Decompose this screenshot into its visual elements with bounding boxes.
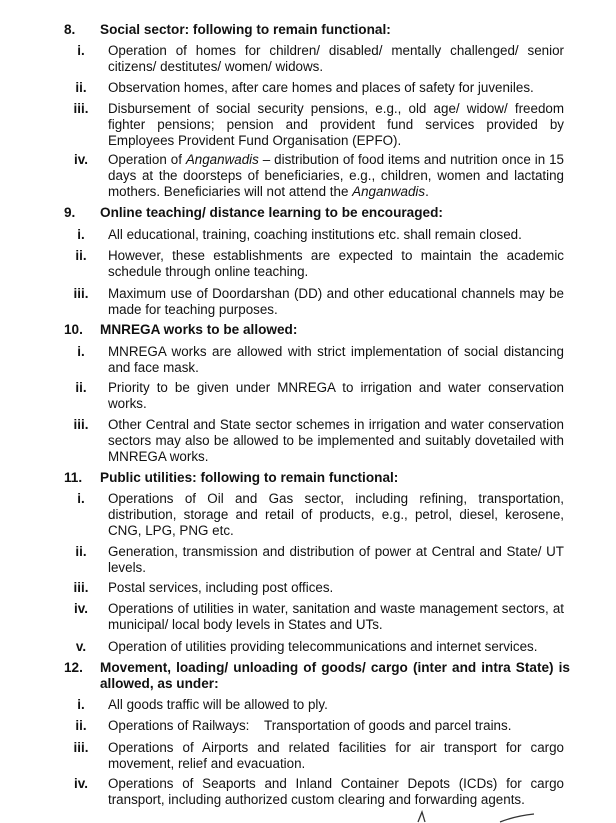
item-numeral: iii. — [73, 417, 89, 432]
item-text: Priority to be given under MNREGA to irrigation and water conservation works. — [108, 380, 564, 411]
item-text: Disbursement of social security pensions, e.g., old age/ widow/ freedom fighter pensions; pension and provident fund services provided by Employees Provident Fund Organisation (EPFO). — [108, 101, 564, 148]
item-numeral: ii. — [75, 380, 87, 395]
section-title: Social sector: following to remain functional: — [100, 22, 391, 37]
item-numeral: iii. — [73, 580, 89, 595]
item-text: Other Central and State sector schemes in irrigation and water conservation sectors may also be allowed to be implemented and suitably dovetailed with MNREGA works. — [108, 417, 564, 464]
item-numeral: iv. — [74, 601, 88, 616]
item-text: Postal services, including post offices. — [108, 580, 334, 595]
item-text: Operations of utilities in water, sanitation and waste management sectors, at municipal/ local body levels in States and UTs. — [108, 601, 564, 632]
section-number: 8. — [64, 22, 76, 37]
item-numeral: i. — [77, 43, 85, 58]
item-text: Operations of Seaports and Inland Container Depots (ICDs) for cargo transport, including authorized custom clearing and forwarding agents. — [108, 776, 564, 807]
item-numeral: iv. — [74, 152, 88, 167]
item-text: Operation of utilities providing telecommunications and internet services. — [108, 639, 538, 654]
item-numeral: i. — [77, 491, 85, 506]
item-text: Operation of homes for children/ disabled/ mentally challenged/ senior citizens/ destitutes/ women/ widows. — [108, 43, 564, 74]
item-numeral: iv. — [74, 776, 88, 791]
item-text: MNREGA works are allowed with strict implementation of social distancing and face mask. — [108, 344, 564, 375]
item-numeral: i. — [77, 697, 85, 712]
item-numeral: iii. — [73, 101, 89, 116]
item-numeral: ii. — [75, 544, 87, 559]
item-text: Operation of Anganwadis – distribution of food items and nutrition once in 15 days at the doorsteps of beneficiaries, e.g., children, women and lactating mothers. Beneficiaries will not attend the Anganwadis. — [108, 152, 564, 199]
item-text: Maximum use of Doordarshan (DD) and other educational channels may be made for teaching purposes. — [108, 286, 564, 317]
item-text: Observation homes, after care homes and places of safety for juveniles. — [108, 80, 534, 95]
section-title: Online teaching/ distance learning to be encouraged: — [100, 205, 443, 220]
item-text: All goods traffic will be allowed to ply. — [108, 697, 328, 712]
item-text: However, these establishments are expected to maintain the academic schedule through online teaching. — [108, 248, 564, 279]
section-title: Public utilities: following to remain functional: — [100, 470, 399, 485]
section-number: 10. — [64, 322, 83, 337]
section-title: Movement, loading/ unloading of goods/ cargo (inter and intra State) is allowed, as under: — [100, 660, 570, 691]
emphasized-term: Anganwadis — [185, 152, 259, 167]
section-number: 11. — [64, 470, 83, 485]
section-number: 9. — [64, 205, 76, 220]
item-numeral: ii. — [75, 718, 87, 733]
item-text: All educational, training, coaching institutions etc. shall remain closed. — [108, 227, 522, 242]
emphasized-term: Anganwadis — [352, 184, 426, 199]
section-title: MNREGA works to be allowed: — [100, 322, 298, 337]
item-numeral: i. — [77, 227, 85, 242]
item-numeral: iii. — [73, 286, 89, 301]
signature-mark-icon — [410, 806, 540, 823]
section-number: 12. — [64, 660, 83, 675]
item-text: Operations of Railways: Transportation of goods and parcel trains. — [108, 718, 512, 733]
item-numeral: v. — [75, 639, 87, 654]
item-numeral: ii. — [75, 248, 87, 263]
item-numeral: ii. — [75, 80, 87, 95]
item-numeral: i. — [77, 344, 85, 359]
item-text: Operations of Airports and related facilities for air transport for cargo movement, relief and evacuation. — [108, 740, 564, 771]
item-text: Operations of Oil and Gas sector, including refining, transportation, distribution, storage and retail of products, e.g., petrol, diesel, kerosene, CNG, LPG, PNG etc. — [108, 491, 564, 538]
item-numeral: iii. — [73, 740, 89, 755]
item-text: Generation, transmission and distribution of power at Central and State/ UT levels. — [108, 544, 564, 575]
